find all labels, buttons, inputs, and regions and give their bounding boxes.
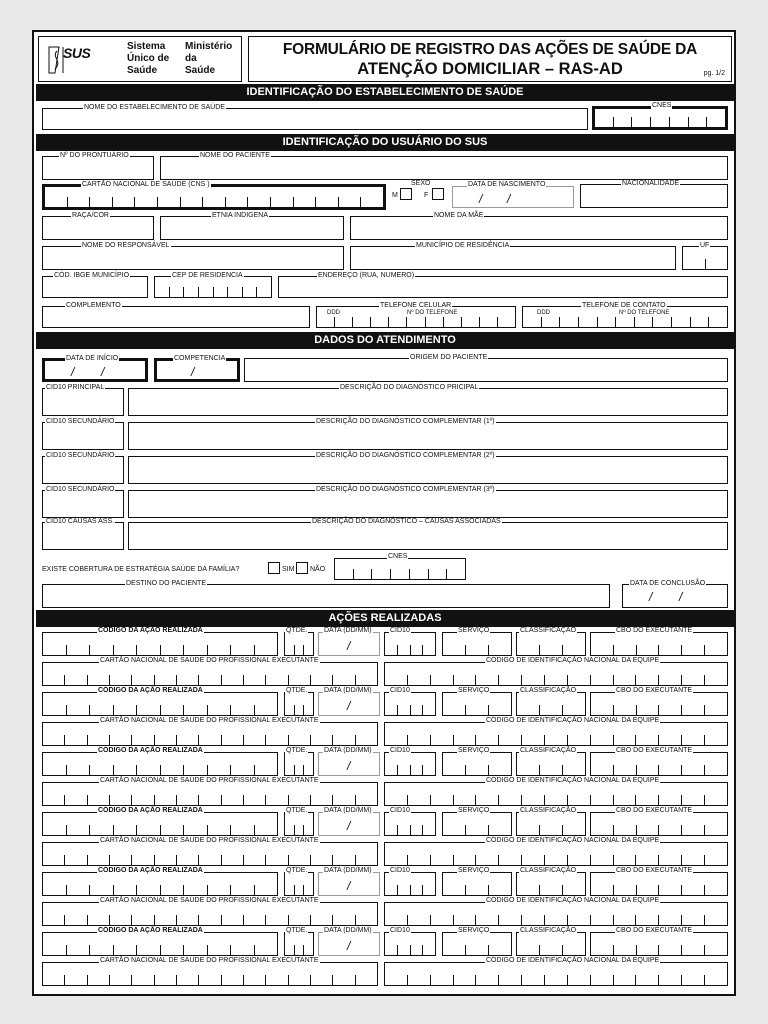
- field-label: CBO DO EXECUTANTE: [616, 627, 693, 634]
- field-label: DATA (DD/MM): [324, 687, 372, 694]
- field-label: DESCRIÇÃO DO DIAGNÓSTICO COMPLEMENTAR (3º): [316, 486, 495, 493]
- digit-ticks: [591, 945, 727, 955]
- cnes-cobertura-field[interactable]: [334, 553, 466, 580]
- digit-ticks: [385, 975, 727, 985]
- date-separator: /: [347, 639, 351, 653]
- date-separator: /: [347, 759, 351, 773]
- digit-ticks: [43, 855, 377, 865]
- date-separator: /: [679, 590, 683, 604]
- descricao-principal-field[interactable]: [128, 384, 728, 416]
- descricao-complementar-3-field[interactable]: [128, 486, 728, 518]
- field-label: DATA (DD/MM): [324, 747, 372, 754]
- ibge-municipio-field[interactable]: [42, 272, 148, 298]
- nome-responsavel-field[interactable]: [42, 242, 344, 270]
- equipe-nacional-field[interactable]: [384, 897, 728, 926]
- cid10-acao-field[interactable]: [384, 927, 436, 956]
- classificacao-field[interactable]: [516, 687, 586, 716]
- field-label: CARTÃO NACIONAL DE SAÚDE DO PROFISSIONAL EXECUTANTE: [100, 837, 319, 844]
- sexo-m-label: M: [392, 192, 398, 199]
- field-label: UF: [700, 242, 710, 249]
- digit-ticks: [517, 645, 585, 655]
- raca-cor-field[interactable]: [42, 212, 154, 240]
- field-label: CÓDIGO DA AÇÃO REALIZADA: [98, 807, 203, 814]
- digit-ticks: [385, 705, 435, 715]
- digit-ticks: [591, 885, 727, 895]
- field-label: DESCRIÇÃO DO DIAGNÓSTICO COMPLEMENTAR (1º): [316, 418, 495, 425]
- digit-ticks: [385, 915, 727, 925]
- digit-ticks: [517, 885, 585, 895]
- field-label: SERVIÇO: [458, 747, 490, 754]
- date-separator: /: [347, 939, 351, 953]
- qtde-field[interactable]: [284, 747, 314, 776]
- field-label: CÓDIGO DE IDENTIFICAÇÃO NACIONAL DA EQUIPE: [486, 657, 660, 664]
- field-label: CÓDIGO DA AÇÃO REALIZADA: [98, 867, 203, 874]
- field-label: CID10: [390, 747, 410, 754]
- digit-ticks: [45, 197, 383, 207]
- digit-ticks: [443, 765, 511, 775]
- codigo-acao-field[interactable]: [42, 867, 278, 896]
- field-label: CARTÃO NACIONAL DE SAÚDE DO PROFISSIONAL EXECUTANTE: [100, 957, 319, 964]
- digit-ticks: [43, 945, 277, 955]
- sexo-label: SEXO: [411, 180, 431, 187]
- field-label: CÓDIGO DE IDENTIFICAÇÃO NACIONAL DA EQUIPE: [486, 777, 660, 784]
- cid10-acao-field[interactable]: [384, 747, 436, 776]
- field-label: ETNIA INDIGENA: [212, 212, 269, 219]
- servico-field[interactable]: [442, 807, 512, 836]
- data-acao-field[interactable]: [318, 687, 380, 716]
- field-label: DATA (DD/MM): [324, 807, 372, 814]
- classificacao-field[interactable]: [516, 747, 586, 776]
- cid10-secundario-1-field[interactable]: [42, 418, 124, 450]
- field-label: CARTÃO NACIONAL DE SAÚDE DO PROFISSIONAL EXECUTANTE: [100, 717, 319, 724]
- digit-ticks: [385, 825, 435, 835]
- field-label: CÓDIGO DE IDENTIFICAÇÃO NACIONAL DA EQUIPE: [486, 897, 660, 904]
- field-label: DATA (DD/MM): [324, 927, 372, 934]
- digit-ticks: [285, 765, 313, 775]
- numero-sublabel: Nº DO TELEFONE: [407, 310, 458, 316]
- digit-ticks: [43, 735, 377, 745]
- org-ministerio: [185, 41, 232, 77]
- data-acao-field[interactable]: [318, 807, 380, 836]
- cid10-acao-field[interactable]: [384, 807, 436, 836]
- field-label: QTDE.: [286, 687, 308, 694]
- classificacao-field[interactable]: [516, 927, 586, 956]
- field-label: CID10: [390, 807, 410, 814]
- field-label: DESCRIÇÃO DO DIAGNÓSTICO COMPLEMENTAR (2º): [316, 452, 495, 459]
- field-label: NOME DO RESPONSÁVEL: [82, 242, 170, 249]
- equipe-nacional-field[interactable]: [384, 837, 728, 866]
- field-label: NOME DO PACIENTE: [200, 152, 270, 159]
- cbo-executante-field[interactable]: [590, 747, 728, 776]
- digit-ticks: [385, 885, 435, 895]
- field-label: MUNICÍPIO DE RESIDÊNCIA: [416, 242, 510, 249]
- date-separator: /: [71, 365, 75, 379]
- digit-ticks: [591, 825, 727, 835]
- field-label: CLASSIFICAÇÃO: [520, 687, 577, 694]
- ddd-sublabel: DDD: [537, 310, 550, 316]
- digit-ticks: [43, 675, 377, 685]
- field-label: CÓDIGO DE IDENTIFICAÇÃO NACIONAL DA EQUIPE: [486, 957, 660, 964]
- field-label: CID10 PRINCIPAL: [46, 384, 105, 391]
- qtde-field[interactable]: [284, 627, 314, 656]
- org-line: da: [185, 53, 197, 64]
- classificacao-field[interactable]: [516, 807, 586, 836]
- complemento-field[interactable]: [42, 302, 310, 328]
- cobertura-sim-label: SIM: [282, 566, 295, 573]
- etnia-field[interactable]: [160, 212, 344, 240]
- digit-ticks: [443, 825, 511, 835]
- field-label: CEP DE RESIDENCIA: [172, 272, 243, 279]
- cns-profissional-field[interactable]: [42, 837, 378, 866]
- digit-ticks: [443, 645, 511, 655]
- field-label: CÓD. IBGE MUNICÍPIO: [54, 272, 130, 279]
- field-label: CBO DO EXECUTANTE: [616, 747, 693, 754]
- digit-ticks: [285, 645, 313, 655]
- servico-field[interactable]: [442, 867, 512, 896]
- cobertura-sim-checkbox[interactable]: [268, 562, 280, 574]
- codigo-acao-field[interactable]: [42, 927, 278, 956]
- field-label: Nº DO PRONTUÁRIO: [60, 152, 129, 159]
- field-label: SERVIÇO: [458, 867, 490, 874]
- digit-ticks: [443, 885, 511, 895]
- cbo-executante-field[interactable]: [590, 807, 728, 836]
- field-label: CLASSIFICAÇÃO: [520, 807, 577, 814]
- field-label: CNES: [388, 553, 408, 560]
- cbo-executante-field[interactable]: [590, 627, 728, 656]
- field-label: SERVIÇO: [458, 927, 490, 934]
- field-label: COMPETENCIA: [174, 355, 226, 362]
- digit-ticks: [317, 317, 515, 327]
- digit-ticks: [43, 645, 277, 655]
- section-atendimento: DADOS DO ATENDIMENTO: [36, 332, 734, 349]
- digit-ticks: [43, 825, 277, 835]
- form-title-box: [248, 36, 732, 82]
- digit-ticks: [443, 705, 511, 715]
- competencia-field[interactable]: [154, 355, 240, 382]
- ddd-sublabel: DDD: [327, 310, 340, 316]
- field-label: CID10 SECUNDÁRIO: [46, 452, 115, 459]
- field-label: NACIONALIDADE: [622, 180, 680, 187]
- field-label: CID10 SECUNDÁRIO: [46, 486, 115, 493]
- date-separator: /: [649, 590, 653, 604]
- date-separator: /: [479, 192, 483, 206]
- cid10-causas-field[interactable]: [42, 518, 124, 550]
- digit-ticks: [385, 735, 727, 745]
- form-title-line1: FORMULÁRIO DE REGISTRO DAS AÇÕES DE SAÚDE DA: [282, 41, 698, 58]
- digit-ticks: [285, 945, 313, 955]
- field-label: COMPLEMENTO: [66, 302, 121, 309]
- field-label: ORIGEM DO PACIENTE: [410, 354, 488, 361]
- nome-mae-field[interactable]: [350, 212, 728, 240]
- digit-ticks: [517, 765, 585, 775]
- field-label: QTDE.: [286, 927, 308, 934]
- field-label: QTDE.: [286, 627, 308, 634]
- cnes-estabelecimento-field[interactable]: [592, 102, 728, 130]
- digit-ticks: [385, 795, 727, 805]
- org-sistema: [127, 41, 169, 77]
- equipe-nacional-field[interactable]: [384, 777, 728, 806]
- cid10-acao-field[interactable]: [384, 687, 436, 716]
- cobertura-question: EXISTE COBERTURA DE ESTRATÉGIA SAÚDE DA FAMÍLIA?: [42, 566, 240, 573]
- digit-ticks: [43, 975, 377, 985]
- telefone-celular-field[interactable]: [316, 302, 516, 328]
- digit-ticks: [385, 855, 727, 865]
- digit-ticks: [43, 915, 377, 925]
- equipe-nacional-field[interactable]: [384, 957, 728, 986]
- sus-logo-text: SUS: [63, 45, 91, 61]
- cns-profissional-field[interactable]: [42, 957, 378, 986]
- org-line: Saúde: [185, 65, 216, 76]
- header-logo-box: [38, 36, 242, 82]
- org-line: Saúde: [127, 65, 158, 76]
- codigo-acao-field[interactable]: [42, 807, 278, 836]
- cbo-executante-field[interactable]: [590, 687, 728, 716]
- date-separator: /: [347, 879, 351, 893]
- cns-profissional-field[interactable]: [42, 657, 378, 686]
- field-label: DESTINO DO PACIENTE: [126, 580, 206, 587]
- org-line: Sistema: [127, 41, 166, 52]
- origem-paciente-field[interactable]: [244, 354, 728, 382]
- nome-paciente-field[interactable]: [160, 152, 728, 180]
- field-label: CÓDIGO DA AÇÃO REALIZADA: [98, 627, 203, 634]
- field-label: CÓDIGO DA AÇÃO REALIZADA: [98, 687, 203, 694]
- form-title-line2: ATENÇÃO DOMICILIAR – RAS-AD: [357, 60, 623, 78]
- cid10-principal-field[interactable]: [42, 384, 124, 416]
- field-label: QTDE.: [286, 747, 308, 754]
- telefone-contato-field[interactable]: [522, 302, 728, 328]
- field-label: CLASSIFICAÇÃO: [520, 627, 577, 634]
- municipio-residencia-field[interactable]: [350, 242, 676, 270]
- form-page: [32, 30, 736, 996]
- cns-profissional-field[interactable]: [42, 897, 378, 926]
- field-label: NOME DO ESTABELECIMENTO DE SAÚDE: [84, 104, 225, 111]
- date-separator: /: [347, 819, 351, 833]
- digit-ticks: [385, 675, 727, 685]
- uf-field[interactable]: [682, 242, 728, 270]
- field-label: CID10: [390, 867, 410, 874]
- digit-ticks: [385, 645, 435, 655]
- servico-field[interactable]: [442, 927, 512, 956]
- servico-field[interactable]: [442, 627, 512, 656]
- digit-ticks: [517, 705, 585, 715]
- data-acao-field[interactable]: [318, 747, 380, 776]
- page-number: pg. 1/2: [703, 70, 725, 77]
- field-label: DATA DE NASCIMENTO: [468, 181, 546, 188]
- section-usuario: IDENTIFICAÇÃO DO USUÁRIO DO SUS: [36, 134, 734, 151]
- org-line: Único de: [127, 53, 170, 64]
- field-label: CID10: [390, 627, 410, 634]
- field-label: RAÇA/COR: [72, 212, 109, 219]
- digit-ticks: [443, 945, 511, 955]
- digit-ticks: [285, 825, 313, 835]
- data-inicio-field[interactable]: [42, 355, 148, 382]
- digit-ticks: [285, 705, 313, 715]
- endereco-field[interactable]: [278, 272, 728, 298]
- digit-ticks: [43, 795, 377, 805]
- descricao-complementar-1-field[interactable]: [128, 418, 728, 450]
- field-label: CID10 CAUSAS ASS.: [46, 518, 115, 525]
- equipe-nacional-field[interactable]: [384, 657, 728, 686]
- data-acao-field[interactable]: [318, 867, 380, 896]
- field-label: CNES: [652, 102, 672, 109]
- digit-ticks: [385, 945, 435, 955]
- qtde-field[interactable]: [284, 687, 314, 716]
- field-label: CÓDIGO DA AÇÃO REALIZADA: [98, 747, 203, 754]
- digit-ticks: [43, 765, 277, 775]
- field-label: ENDEREÇO (RUA, NUMERO): [318, 272, 415, 279]
- field-label: CID10: [390, 927, 410, 934]
- field-label: SERVIÇO: [458, 687, 490, 694]
- digit-ticks: [517, 945, 585, 955]
- sexo-f-checkbox[interactable]: [432, 188, 444, 200]
- codigo-acao-field[interactable]: [42, 627, 278, 656]
- date-separator: /: [101, 365, 105, 379]
- cep-field[interactable]: [154, 272, 272, 298]
- section-estabelecimento: IDENTIFICAÇÃO DO ESTABELECIMENTO DE SAÚDE: [36, 84, 734, 101]
- date-separator: /: [507, 192, 511, 206]
- servico-field[interactable]: [442, 747, 512, 776]
- cbo-executante-field[interactable]: [590, 867, 728, 896]
- field-label: CBO DO EXECUTANTE: [616, 807, 693, 814]
- data-acao-field[interactable]: [318, 927, 380, 956]
- qtde-field[interactable]: [284, 867, 314, 896]
- cbo-executante-field[interactable]: [590, 927, 728, 956]
- digit-ticks: [335, 569, 465, 579]
- section-acoes: AÇÕES REALIZADAS: [36, 610, 734, 627]
- field-label: DESCRIÇÃO DO DIAGNÓSTICO PRICIPAL: [340, 384, 479, 391]
- descricao-complementar-2-field[interactable]: [128, 452, 728, 484]
- nacionalidade-field[interactable]: [580, 180, 728, 208]
- field-label: CARTÃO NACIONAL DE SAÚDE DO PROFISSIONAL EXECUTANTE: [100, 777, 319, 784]
- classificacao-field[interactable]: [516, 627, 586, 656]
- cns-profissional-field[interactable]: [42, 717, 378, 746]
- field-label: NOME DA MÃE: [434, 212, 484, 219]
- servico-field[interactable]: [442, 687, 512, 716]
- field-label: CLASSIFICAÇÃO: [520, 867, 577, 874]
- data-conclusao-field[interactable]: [622, 580, 728, 608]
- numero-sublabel: Nº DO TELEFONE: [619, 310, 670, 316]
- field-label: DATA (DD/MM): [324, 867, 372, 874]
- field-label: TELEFONE CELULAR: [380, 302, 452, 309]
- field-label: QTDE.: [286, 867, 308, 874]
- data-acao-field[interactable]: [318, 627, 380, 656]
- field-label: SERVIÇO: [458, 627, 490, 634]
- field-label: TELEFONE DE CONTATO: [582, 302, 666, 309]
- cns-usuario-field[interactable]: [42, 181, 386, 210]
- codigo-acao-field[interactable]: [42, 687, 278, 716]
- field-label: CLASSIFICAÇÃO: [520, 747, 577, 754]
- digit-ticks: [683, 259, 727, 269]
- field-label: CID10: [390, 687, 410, 694]
- prontuario-field[interactable]: [42, 152, 154, 180]
- cid10-acao-field[interactable]: [384, 867, 436, 896]
- date-separator: /: [347, 699, 351, 713]
- field-label: CARTÃO NACIONAL DE SAÚDE DO PROFISSIONAL EXECUTANTE: [100, 897, 319, 904]
- field-label: CARTÃO NACIONAL DE SAÚDE (CNS ): [82, 181, 210, 188]
- digit-ticks: [517, 825, 585, 835]
- field-label: CARTÃO NACIONAL DE SAÚDE DO PROFISSIONAL EXECUTANTE: [100, 657, 319, 664]
- destino-paciente-field[interactable]: [42, 580, 610, 608]
- field-label: DATA (DD/MM): [324, 627, 372, 634]
- field-label: CLASSIFICAÇÃO: [520, 927, 577, 934]
- digit-ticks: [595, 117, 725, 127]
- digit-ticks: [591, 705, 727, 715]
- digit-ticks: [523, 317, 727, 327]
- field-label: DESCRIÇÃO DO DIAGNÓSTICO – CAUSAS ASSOCIADAS: [312, 518, 501, 525]
- field-label: CBO DO EXECUTANTE: [616, 867, 693, 874]
- digit-ticks: [385, 765, 435, 775]
- field-label: CBO DO EXECUTANTE: [616, 687, 693, 694]
- field-label: CÓDIGO DA AÇÃO REALIZADA: [98, 927, 203, 934]
- qtde-field[interactable]: [284, 807, 314, 836]
- field-label: DATA DE INÍCIO: [66, 355, 119, 362]
- digit-ticks: [43, 705, 277, 715]
- cobertura-nao-label: NÃO: [310, 566, 326, 573]
- descricao-causas-field[interactable]: [128, 518, 728, 550]
- sexo-m-checkbox[interactable]: [400, 188, 412, 200]
- field-label: CBO DO EXECUTANTE: [616, 927, 693, 934]
- codigo-acao-field[interactable]: [42, 747, 278, 776]
- field-label: CÓDIGO DE IDENTIFICAÇÃO NACIONAL DA EQUIPE: [486, 717, 660, 724]
- org-line: Ministério: [185, 41, 233, 52]
- cid10-secundario-2-field[interactable]: [42, 452, 124, 484]
- data-nascimento-field[interactable]: [452, 181, 574, 208]
- qtde-field[interactable]: [284, 927, 314, 956]
- cid10-secundario-3-field[interactable]: [42, 486, 124, 518]
- cobertura-nao-checkbox[interactable]: [296, 562, 308, 574]
- field-label: CID10 SECUNDÁRIO: [46, 418, 115, 425]
- date-separator: /: [191, 365, 195, 379]
- nome-estabelecimento-field[interactable]: [42, 104, 588, 130]
- field-label: DATA DE CONCLUSÃO: [630, 580, 706, 587]
- equipe-nacional-field[interactable]: [384, 717, 728, 746]
- field-label: CÓDIGO DE IDENTIFICAÇÃO NACIONAL DA EQUIPE: [486, 837, 660, 844]
- digit-ticks: [43, 885, 277, 895]
- cid10-acao-field[interactable]: [384, 627, 436, 656]
- classificacao-field[interactable]: [516, 867, 586, 896]
- field-label: QTDE.: [286, 807, 308, 814]
- sexo-f-label: F: [424, 192, 429, 199]
- field-label: SERVIÇO: [458, 807, 490, 814]
- digit-ticks: [285, 885, 313, 895]
- digit-ticks: [591, 765, 727, 775]
- digit-ticks: [591, 645, 727, 655]
- digit-ticks: [155, 287, 271, 297]
- cns-profissional-field[interactable]: [42, 777, 378, 806]
